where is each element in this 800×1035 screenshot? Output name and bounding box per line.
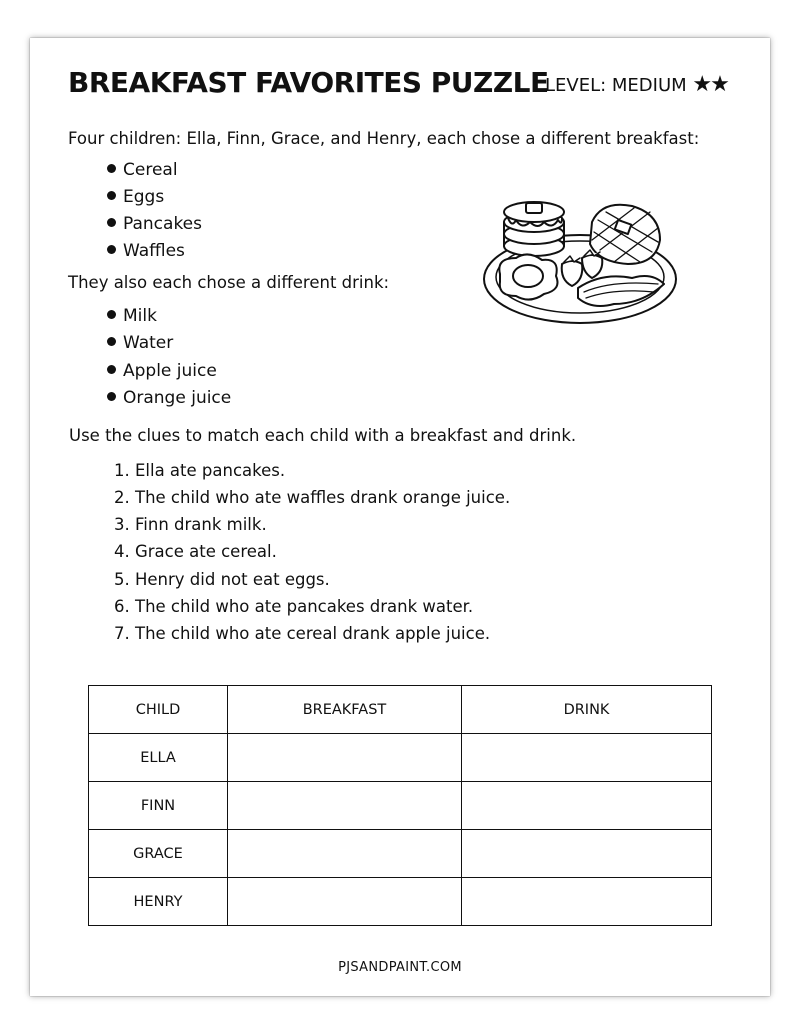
list-item: Pancakes <box>107 213 202 235</box>
breakfast-plate-icon <box>482 192 682 332</box>
child-name-cell: FINN <box>89 782 228 830</box>
breakfast-answer-cell[interactable] <box>228 830 462 878</box>
list-item: Water <box>107 332 173 354</box>
child-name-cell: GRACE <box>89 830 228 878</box>
clue-item: 7. The child who ate cereal drank apple juice. <box>114 624 491 643</box>
clue-item: 6. The child who ate pancakes drank water. <box>114 597 474 616</box>
list-item: Apple juice <box>107 360 217 382</box>
answer-table <box>88 685 712 926</box>
drink-answer-cell[interactable] <box>462 782 712 830</box>
breakfast-answer-cell[interactable] <box>228 734 462 782</box>
drink-answer-cell[interactable] <box>462 734 712 782</box>
clue-item: 2. The child who ate waffles drank orange juice. <box>114 488 511 507</box>
list-item: Milk <box>107 305 157 327</box>
instructions-text: Use the clues to match each child with a breakfast and drink. <box>69 426 577 445</box>
drinks-intro-text: They also each chose a different drink: <box>68 273 390 292</box>
table-row <box>89 734 712 782</box>
table-row <box>89 878 712 926</box>
page-title: BREAKFAST FAVORITES PUZZLE <box>68 66 549 99</box>
column-header-breakfast: BREAKFAST <box>228 686 462 734</box>
column-header-drink: DRINK <box>462 686 712 734</box>
list-item: Orange juice <box>107 387 231 409</box>
table-row <box>89 830 712 878</box>
table-row <box>89 782 712 830</box>
breakfast-answer-cell[interactable] <box>228 878 462 926</box>
list-item: Waffles <box>107 240 185 262</box>
level-label: LEVEL: MEDIUM <box>545 75 687 96</box>
child-name-cell: HENRY <box>89 878 228 926</box>
footer-website[interactable]: PJSANDPAINT.COM <box>338 960 462 975</box>
list-item: Cereal <box>107 159 178 181</box>
difficulty-level <box>545 73 728 98</box>
list-item: Eggs <box>107 186 164 208</box>
clue-item: 5. Henry did not eat eggs. <box>114 570 330 589</box>
column-header-child: CHILD <box>89 686 228 734</box>
clue-item: 4. Grace ate cereal. <box>114 542 277 561</box>
drink-answer-cell[interactable] <box>462 878 712 926</box>
intro-text: Four children: Ella, Finn, Grace, and Henry, each chose a different breakfast: <box>68 129 700 148</box>
star-icon: ★★ <box>692 72 728 97</box>
clue-item: 3. Finn drank milk. <box>114 515 267 534</box>
drink-answer-cell[interactable] <box>462 830 712 878</box>
clue-item: 1. Ella ate pancakes. <box>114 461 286 480</box>
child-name-cell: ELLA <box>89 734 228 782</box>
breakfast-answer-cell[interactable] <box>228 782 462 830</box>
table-header-row <box>89 686 712 734</box>
